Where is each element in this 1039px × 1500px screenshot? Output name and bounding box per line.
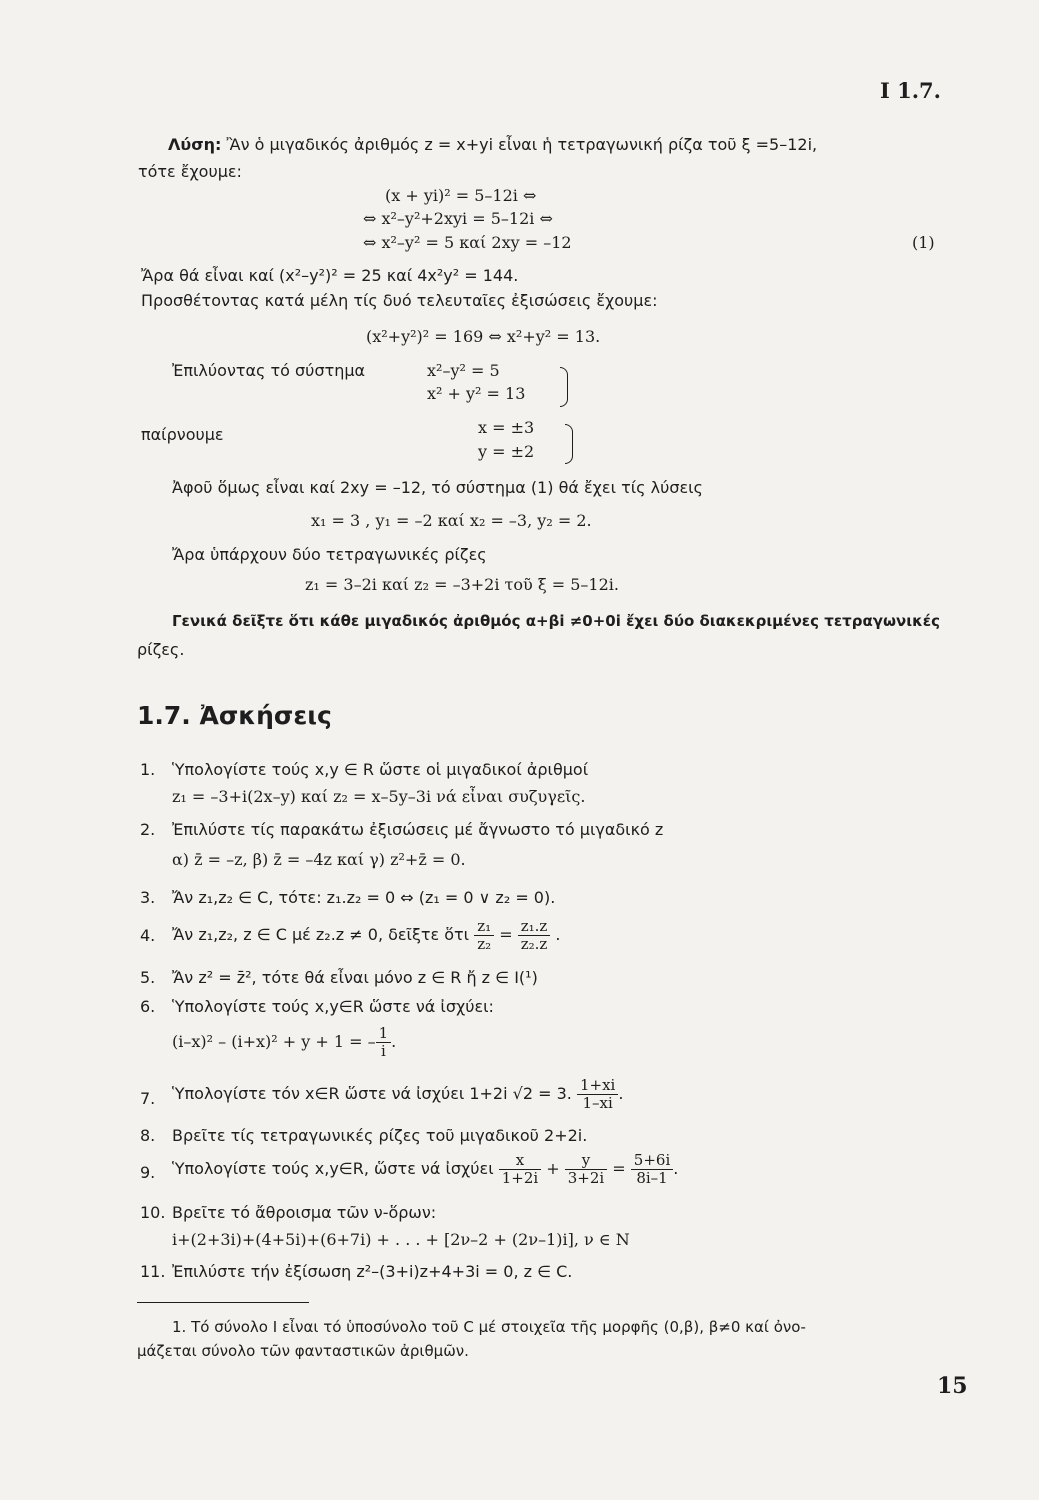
equation-2: ⇔ x²–y²+2xyi = 5–12i ⇔ (363, 209, 553, 228)
fraction-denominator: z₂ (477, 935, 492, 953)
exercise-1-text: Ὑπολογίστε τούς x,y ∈ R ὥστε οἱ μιγαδικοί ἀριθμοί (172, 760, 589, 779)
fraction-denominator: 1+2i (501, 1169, 539, 1187)
exercise-6-equation-line: (i–x)² – (i+x)² + y + 1 = – $\frac{1}{i}$ . (172, 1024, 397, 1060)
exercise-2-text: Ἐπιλύστε τίς παρακάτω ἐξισώσεις μέ ἄγνωστο τό μιγαδικό z (172, 820, 664, 839)
exercise-10-number: 10. (140, 1203, 166, 1222)
equation-1: (x + yi)² = 5–12i ⇔ (385, 186, 537, 205)
footnote-separator (137, 1302, 309, 1303)
equation-3: ⇔ x²–y² = 5 καί 2xy = –12 (363, 233, 572, 252)
exercise-10-text: Βρεῖτε τό ἄθροισμα τῶν ν-ὅρων: (172, 1203, 437, 1222)
exercise-7-text: Ὑπολογίστε τόν x∈R ὥστε νά ἰσχύει 1+2i √2 = 3. (172, 1084, 572, 1103)
general-statement: Γενικά δεῖξτε ὅτι κάθε μιγαδικός ἀριθμός α+βi ≠0+0i ἔχει δύο διακεκριμένες τετραγωνικές (172, 612, 940, 630)
exercise-3-number: 3. (140, 888, 156, 907)
equation-4: (x²+y²)² = 169 ⇔ x²+y² = 13. (366, 327, 601, 346)
fraction-numerator: y (565, 1152, 607, 1170)
exercise-7-fraction (577, 1077, 618, 1112)
exercise-5-text: Ἄν z² = z̄², τότε θά εἶναι μόνο z ∈ R ἤ z ∈ I(¹) (172, 968, 538, 987)
solutions-line: x₁ = 3 , y₁ = –2 καί x₂ = –3, y₂ = 2. (311, 511, 592, 530)
exercise-4-text: Ἄν z₁,z₂, z ∈ C μέ z₂.z ≠ 0, δεῖξτε ὅτι (172, 925, 470, 944)
line-ara: Ἄρα θά εἶναι καί (x²–y²)² = 25 καί 4x²y² = 144. (141, 266, 519, 285)
footnote-line-1: 1. Τό σύνολο I εἶναι τό ὑποσύνολο τοῦ C μέ στοιχεῖα τῆς μορφῆς (0,β), β≠0 καί ὀνο- (172, 1318, 806, 1336)
fraction-denominator: 1–xi (582, 1094, 613, 1112)
exercises-heading: 1.7. Ἀσκήσεις (137, 701, 332, 730)
exercise-9-fraction-2 (565, 1152, 607, 1187)
exercise-2-number: 2. (140, 820, 156, 839)
system-1-eq-a: x²–y² = 5 (427, 361, 500, 380)
line-add: Προσθέτοντας κατά μέλη τίς δυό τελευταῖες ἐξισώσεις ἔχουμε: (141, 291, 658, 310)
exercise-9-line: Ὑπολογίστε τούς x,y∈R, ὥστε νά ἰσχύει $\frac{x}{1+2i}$ + $\frac{y}{3+2i}$ = $\frac{5+6i}{8i-1}$ . (172, 1151, 679, 1187)
exercise-10-equation: i+(2+3i)+(4+5i)+(6+7i) + . . . + [2ν–2 + (2ν–1)i], ν ∈ N (172, 1230, 630, 1249)
exercise-1-number: 1. (140, 760, 156, 779)
exercise-8-text: Βρεῖτε τίς τετραγωνικές ρίζες τοῦ μιγαδικοῦ 2+2i. (172, 1126, 588, 1145)
exercise-9-fraction-1 (499, 1152, 541, 1187)
equation-tag-1: (1) (912, 233, 935, 252)
section-reference: I 1.7. (880, 78, 941, 103)
exercise-6-number: 6. (140, 997, 156, 1016)
exercise-4-fraction-right (518, 918, 551, 953)
exercise-11-number: 11. (140, 1262, 166, 1281)
roots-line: z₁ = 3–2i καί z₂ = –3+2i τοῦ ξ = 5–12i. (305, 575, 619, 594)
system-2-brace (565, 424, 573, 464)
system-2-eq-b: y = ±2 (478, 442, 535, 461)
fraction-denominator: i (380, 1042, 386, 1060)
exercise-2-equation: α) z̄ = –z, β) z̄ = –4z καί γ) z²+z̄ = 0. (172, 850, 466, 869)
page-number: 15 (937, 1373, 968, 1399)
exercise-5-number: 5. (140, 968, 156, 987)
system-1-brace (560, 367, 568, 407)
exercise-6-equation: (i–x)² – (i+x)² + y + 1 = (172, 1032, 363, 1051)
fraction-numerator: 5+6i (631, 1152, 673, 1170)
solving-label: Ἐπιλύοντας τό σύστημα (172, 361, 366, 380)
fraction-denominator: 3+2i (567, 1169, 605, 1187)
exercise-4-line: Ἄν z₁,z₂, z ∈ C μέ z₂.z ≠ 0, δεῖξτε ὅτι $\frac{\text{z₁}}{\text{z₂}}$ = $\frac{\text{z₁.z}}{\text{z₂.z}}$ . (172, 917, 561, 953)
exercise-7-number: 7. (140, 1089, 156, 1108)
exercise-9-number: 9. (140, 1163, 156, 1182)
fraction-numerator: 1+xi (577, 1077, 618, 1095)
solution-intro-text: Ἂν ὁ μιγαδικός ἀριθμός z = x+yi εἶναι ἡ τετραγωνική ρίζα τοῦ ξ =5–12i, (226, 135, 818, 154)
exercise-9-text: Ὑπολογίστε τούς x,y∈R, ὥστε νά ἰσχύει (172, 1159, 494, 1178)
exercise-8-number: 8. (140, 1126, 156, 1145)
line-exist: Ἄρα ὑπάρχουν δύο τετραγωνικές ρίζες (172, 545, 487, 564)
footnote-line-2: μάζεται σύνολο τῶν φανταστικῶν ἀριθμῶν. (137, 1342, 469, 1360)
exercise-4-fraction-left (474, 918, 494, 953)
exercise-7-line: Ὑπολογίστε τόν x∈R ὥστε νά ἰσχύει 1+2i √2 = 3. $\frac{1+xi}{1-xi}$ . (172, 1076, 624, 1112)
exercise-1-equation: z₁ = –3+i(2x–y) καί z₂ = x–5y–3i νά εἶναι συζυγεῖς. (172, 787, 586, 806)
exercise-6-text: Ὑπολογίστε τούς x,y∈R ὥστε νά ἰσχύει: (172, 997, 494, 1016)
fraction-numerator: x (499, 1152, 541, 1170)
taking-label: παίρνουμε (141, 425, 224, 444)
line-since: Ἀφοῦ ὅμως εἶναι καί 2xy = –12, τό σύστημα (1) θά ἔχει τίς λύσεις (172, 478, 703, 497)
fraction-denominator: z₂.z (520, 935, 548, 953)
fraction-denominator: 8i–1 (636, 1169, 668, 1187)
exercise-9-fraction-3 (631, 1152, 673, 1187)
system-1-eq-b: x² + y² = 13 (427, 384, 526, 403)
exercise-4-number: 4. (140, 926, 156, 945)
exercise-6-fraction (376, 1025, 392, 1060)
fraction-numerator: z₁ (474, 918, 494, 936)
exercise-3-text: Ἄν z₁,z₂ ∈ C, τότε: z₁.z₂ = 0 ⇔ (z₁ = 0 ∨ z₂ = 0). (172, 888, 556, 907)
solution-label: Λύση: (168, 135, 222, 154)
system-2-eq-a: x = ±3 (478, 418, 535, 437)
solution-intro (168, 135, 817, 154)
fraction-numerator: 1 (376, 1025, 392, 1043)
fraction-numerator: z₁.z (518, 918, 551, 936)
solution-intro-cont: τότε ἔχουμε: (138, 162, 242, 181)
general-statement-cont: ρίζες. (137, 640, 185, 659)
exercise-11-text: Ἐπιλύστε τήν ἐξίσωση z²–(3+i)z+4+3i = 0, z ∈ C. (172, 1262, 573, 1281)
